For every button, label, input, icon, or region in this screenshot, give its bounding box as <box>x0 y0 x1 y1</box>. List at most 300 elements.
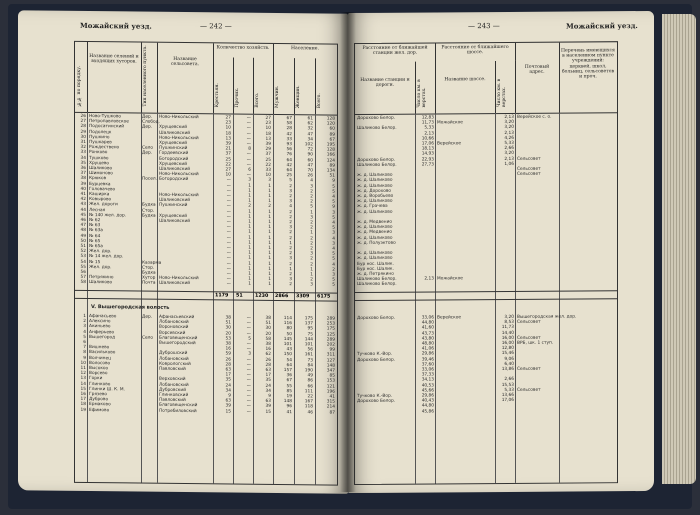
male-count: 101 <box>283 342 292 348</box>
male-count: 2 <box>289 282 292 288</box>
station-name: ж. д. Шаликово <box>357 198 393 205</box>
highway-name: Можайское <box>437 276 463 282</box>
settlement-type: Дер. <box>142 314 153 320</box>
selsovet-name: Шаликовский <box>159 197 191 204</box>
total-households: 27 <box>265 115 271 121</box>
selsovet-name: Ворсевский <box>159 330 186 336</box>
male-count: 67 <box>286 116 292 122</box>
female-count: 2 <box>310 194 313 200</box>
station-distance: 43,80 <box>421 336 434 342</box>
highway-distance: 12,80 <box>501 346 514 352</box>
settlement-name: Глинково <box>89 381 111 387</box>
other-households: 8 <box>248 146 251 152</box>
peasant-households: 9 <box>228 393 231 399</box>
selsovet-name: Хрущевский <box>159 213 187 219</box>
peasant-households: 23 <box>225 120 231 126</box>
row-number: 27 <box>80 119 86 125</box>
peasant-households: 22 <box>225 162 231 168</box>
female-count: 1 <box>310 267 313 273</box>
row-number: 56 <box>80 269 86 275</box>
highway-distance: 13,66 <box>501 392 514 398</box>
other-households: 1 <box>248 209 251 215</box>
selsovet-name <box>159 188 213 189</box>
notes <box>517 244 615 245</box>
total-households: 58 <box>265 336 271 342</box>
female-count: 111 <box>304 389 313 395</box>
male-count: 85 <box>286 388 292 394</box>
peasant-households: 34 <box>225 388 231 394</box>
other-households: 1 <box>248 183 251 189</box>
peasant-households: 18 <box>225 131 231 137</box>
other-households: — <box>246 157 251 163</box>
row-number: 4 <box>83 329 86 335</box>
peasant-households: — <box>226 183 231 189</box>
peasant-households: — <box>226 209 231 215</box>
other-households: — <box>246 320 251 326</box>
station-distance: 29,86 <box>421 351 434 357</box>
male-count: 3 <box>289 256 292 262</box>
male-count: 41 <box>286 409 292 415</box>
female-count: 118 <box>304 404 313 410</box>
total-households: 10 <box>265 173 271 179</box>
female-count: 3 <box>310 282 313 288</box>
col-header-station-km: Число км. в верстах. <box>415 61 436 113</box>
other-households: — <box>246 172 251 178</box>
total-population: 311 <box>326 352 335 358</box>
notes: Сельсовет <box>517 366 541 372</box>
notes <box>517 397 615 398</box>
peasant-households: — <box>226 219 231 225</box>
total-households: 38 <box>265 341 271 347</box>
settlement-name: Ковырово <box>89 197 112 203</box>
notes <box>517 239 615 240</box>
notes <box>517 392 615 393</box>
row-number: 55 <box>80 264 86 270</box>
station-distance: 17,06 <box>421 141 434 147</box>
col-header-population: Население. <box>291 46 319 52</box>
station-name: Дорохово Белор. <box>357 357 396 363</box>
row-number: 5 <box>83 334 86 340</box>
total-households: 1 <box>268 230 271 236</box>
highway-distance: 2,13 <box>504 156 514 162</box>
selsovet-name <box>159 229 213 230</box>
settlement-name: Грязево <box>89 392 108 398</box>
total-population: 3 <box>332 241 335 247</box>
notes <box>517 177 615 178</box>
total-population: 315 <box>326 399 335 405</box>
right-page <box>348 11 654 493</box>
total-households: 13 <box>265 136 271 142</box>
female-count: 2 <box>310 241 313 247</box>
total-households: 1 <box>268 261 271 267</box>
settlement-name: Тушково <box>89 155 109 161</box>
station-name: Дорохово Белор. <box>357 115 396 122</box>
row-number: 38 <box>80 176 86 182</box>
total-peasant: 1179 <box>215 293 229 299</box>
selsovet-name: Шаликовский <box>159 130 191 136</box>
station-distance: 40,43 <box>421 398 434 404</box>
total-households: 1 <box>268 193 271 199</box>
total-female: 3309 <box>296 294 310 300</box>
peasant-households: — <box>226 266 231 272</box>
female-count: 190 <box>304 368 313 374</box>
selsovet-name: Потребиловский <box>159 408 197 414</box>
settlement-name: Подолецк <box>89 129 112 135</box>
settlement-name: Вышегород <box>89 334 116 341</box>
total-households: 39 <box>265 404 271 410</box>
total-population: 196 <box>326 389 335 395</box>
selsovet-name <box>159 255 213 256</box>
station-distance: 43,73 <box>421 331 434 337</box>
left-totals-row <box>75 290 337 302</box>
station-distance: 40,53 <box>421 383 434 389</box>
male-count: 25 <box>286 173 292 179</box>
peasant-households: 10 <box>225 125 231 131</box>
selsovet-name: Лобановский <box>159 319 189 326</box>
notes <box>517 192 615 193</box>
total-households: 28 <box>265 362 271 368</box>
peasant-households: — <box>226 214 231 220</box>
total-households: 18 <box>265 131 271 137</box>
row-number: 35 <box>80 160 86 166</box>
male-count: 2 <box>289 194 292 200</box>
settlement-name: Лесная <box>89 207 106 213</box>
settlement-name: Ворсево <box>89 371 108 377</box>
other-households: — <box>246 372 251 378</box>
row-number: 12 <box>80 371 86 377</box>
total-households: 15 <box>265 409 271 415</box>
col-header-total-p: Всего. <box>317 93 322 109</box>
peasant-households: — <box>226 229 231 235</box>
other-households: 5 <box>248 336 251 342</box>
row-number: 39 <box>80 181 86 187</box>
right-totals-row <box>355 290 617 301</box>
col-header-type: Тип населенного пункта. <box>141 43 158 113</box>
selsovet-name: Ново-Никольский <box>159 171 199 178</box>
row-number: 47 <box>80 223 86 229</box>
total-population: 121 <box>326 384 335 390</box>
total-population: 5 <box>332 199 335 205</box>
peasant-households: 39 <box>225 403 231 409</box>
other-households: — <box>246 404 251 410</box>
peasant-households: 25 <box>225 157 231 163</box>
settlement-name: № 63 <box>89 223 101 229</box>
settlement-type: Дер. <box>142 150 153 157</box>
peasant-households: 51 <box>225 320 231 326</box>
male-count: 157 <box>283 368 292 374</box>
settlement-name: Шаликово <box>89 166 113 172</box>
total-population: 4 <box>332 220 335 226</box>
male-count: 28 <box>286 126 292 132</box>
male-count: 148 <box>283 399 292 405</box>
station-distance: 14,93 <box>421 151 434 157</box>
total-population: 289 <box>326 337 335 343</box>
other-households: — <box>246 326 251 332</box>
settlement-name: Васильково <box>89 350 116 356</box>
row-number: 40 <box>80 186 86 192</box>
row-number: 37 <box>80 171 86 177</box>
male-count: 2 <box>289 272 292 278</box>
highway-distance: 6,40 <box>504 361 514 367</box>
col-header-num: №№ по порядку. <box>75 42 88 112</box>
selsovet-name: Павловский <box>159 397 186 404</box>
row-number: 53 <box>80 254 86 260</box>
female-count: 70 <box>307 168 313 174</box>
other-households: — <box>246 409 251 415</box>
row-number: 42 <box>80 197 86 203</box>
row-number: 33 <box>80 150 86 156</box>
other-households: — <box>246 315 251 321</box>
col-header-selsovet: Название сельсовета. <box>157 43 214 114</box>
highway-distance: 1,06 <box>504 161 514 167</box>
station-name: Дорохово Белор. <box>357 157 396 163</box>
highway-distance: 2,66 <box>504 146 514 152</box>
other-households: 1 <box>248 219 251 225</box>
selsovet-name: Ново-Никольский <box>159 114 199 121</box>
notes <box>517 325 615 326</box>
row-number: 36 <box>80 165 86 171</box>
female-count: 102 <box>304 142 313 148</box>
female-count: 72 <box>307 147 313 153</box>
notes <box>517 130 615 131</box>
highway-distance: 16,00 <box>501 340 514 346</box>
total-households: 1230 <box>255 293 269 299</box>
selsovet-name <box>159 260 213 261</box>
highway-distance: 14,40 <box>501 330 514 336</box>
other-households: — <box>246 115 251 121</box>
female-count: 86 <box>307 378 313 384</box>
station-distance: 41,60 <box>421 325 434 331</box>
settlement-type: Село <box>142 145 154 151</box>
notes <box>517 218 615 219</box>
peasant-households: — <box>226 245 231 251</box>
total-population: 5 <box>332 251 335 257</box>
female-count: 144 <box>304 337 313 343</box>
settlement-name: Высокоо <box>89 366 109 372</box>
station-distance: 33,06 <box>421 315 434 321</box>
settlement-name: № 62 <box>89 218 101 224</box>
station-name: ж. д. Шаликово <box>357 172 393 179</box>
male-count: 42 <box>286 162 292 168</box>
total-population: 289 <box>326 316 335 322</box>
settlement-name <box>89 340 141 341</box>
highway-distance: 5,33 <box>504 387 514 393</box>
total-population: 5 <box>332 189 335 195</box>
notes <box>517 356 615 357</box>
settlement-name: Глинки Ш. К. М. <box>89 386 125 393</box>
male-count: 3 <box>289 225 292 231</box>
notes <box>517 351 615 352</box>
total-households: 16 <box>265 347 271 353</box>
total-population: 5 <box>332 277 335 283</box>
right-running-title: Можайский уезд. <box>566 21 638 31</box>
settlement-type: Стор. <box>142 265 155 271</box>
other-households: 1 <box>248 240 251 246</box>
male-count: 2 <box>289 251 292 257</box>
settlement-name: Пушкино <box>89 134 110 141</box>
notes: Сельсовет <box>517 171 541 178</box>
row-number: 11 <box>80 365 86 371</box>
settlement-name: Анферьево <box>89 329 115 335</box>
peasant-households: 38 <box>225 341 231 347</box>
row-number: 46 <box>80 217 86 223</box>
station-distance: 11,73 <box>421 120 434 126</box>
station-distance: 37,33 <box>421 372 434 378</box>
other-households: — <box>246 120 251 126</box>
highway-distance: 2,13 <box>504 130 514 136</box>
station-name: ж. д. Полуэктово <box>357 240 396 246</box>
total-households: 1 <box>268 256 271 262</box>
settlement-name: Акиньево <box>89 324 111 330</box>
female-count: 1 <box>310 209 313 215</box>
total-households: 1 <box>268 188 271 194</box>
selsovet-name <box>159 224 213 225</box>
selsovet-name: Дубровский <box>159 387 186 393</box>
other-households: — <box>246 393 251 399</box>
total-population: 4 <box>332 236 335 242</box>
male-count: 93 <box>286 142 292 148</box>
station-name: Дорохово Белор. <box>357 398 396 405</box>
total-households: 23 <box>265 121 271 127</box>
total-population: 153 <box>326 378 335 384</box>
notes <box>517 234 615 235</box>
other-households: 3 <box>248 178 251 184</box>
row-number: 58 <box>80 280 86 286</box>
highway-distance: 11,73 <box>501 325 514 331</box>
peasant-households: 27 <box>225 115 231 121</box>
male-count: 150 <box>283 352 292 358</box>
station-name: ж. д. Петрякино <box>357 271 394 278</box>
total-population: 4 <box>332 246 335 252</box>
notes: Сельсовет <box>517 319 541 326</box>
peasant-households: 59 <box>225 351 231 357</box>
female-count: 2 <box>310 235 313 241</box>
male-count: 4 <box>289 204 292 210</box>
settlement-name: Жел. дор. <box>89 264 112 271</box>
selsovet-name: Лобановский <box>159 382 189 388</box>
col-header-list: Перечень имеющихся в населенном пункте учреждений: церквей, школ, больниц, сельсоветов и проч. <box>561 48 615 80</box>
total-households: 10 <box>265 126 271 132</box>
notes <box>517 281 615 282</box>
selsovet-name: Глинковский <box>159 392 189 399</box>
table-row <box>355 281 617 288</box>
total-households: 29 <box>265 147 271 153</box>
female-count: 4 <box>310 178 313 184</box>
other-households: 1 <box>248 276 251 282</box>
row-number: 50 <box>80 238 86 244</box>
female-count: 60 <box>307 157 313 163</box>
other-households: — <box>246 388 251 394</box>
total-households: 1 <box>268 240 271 246</box>
total-population: 3 <box>332 272 335 278</box>
peasant-households: — <box>226 193 231 199</box>
selsovet-name: Шаликовский <box>159 166 191 173</box>
settlement-name: Рождествено <box>89 145 120 151</box>
other-households: 1 <box>248 188 251 194</box>
male-count: 42 <box>286 131 292 137</box>
peasant-households: 20 <box>225 331 231 337</box>
row-number: 28 <box>80 124 86 130</box>
other-households: 1 <box>248 235 251 241</box>
total-population: 9 <box>332 204 335 210</box>
peasant-households: 39 <box>225 141 231 147</box>
settlement-name: Крюков <box>89 176 107 182</box>
settlement-name: Шаликово <box>89 280 113 286</box>
settlement-name: Шимоново <box>89 171 113 177</box>
peasant-households: — <box>226 198 231 204</box>
peasant-households: — <box>226 224 231 230</box>
total-households: 22 <box>265 162 271 168</box>
selsovet-name <box>159 120 213 121</box>
row-number: 51 <box>80 243 86 249</box>
notes <box>517 125 615 126</box>
total-population: 51 <box>329 173 335 179</box>
station-name: ж. д. Шаликово <box>357 209 393 215</box>
selsovet-name: Коврологский <box>159 361 191 367</box>
male-count: 116 <box>283 321 292 327</box>
total-population: 87 <box>329 410 335 416</box>
notes: Верейское с. о. <box>517 114 552 120</box>
station-name: Шаликово Белор. <box>357 162 397 168</box>
total-population: 5 <box>332 256 335 262</box>
col-header-peasant: Крестьян. <box>213 57 234 113</box>
settlement-type: Будка <box>142 202 156 209</box>
row-number: 43 <box>80 202 86 208</box>
settlement-name <box>89 270 141 271</box>
female-count: 2 <box>310 277 313 283</box>
station-distance: 18,13 <box>421 146 434 152</box>
right-page-number: — 243 — <box>468 22 500 31</box>
settlement-name: Волчинец <box>89 355 112 361</box>
highway-distance: 5,33 <box>504 140 514 146</box>
male-count: 3 <box>289 188 292 194</box>
highway-name: Верейское <box>437 141 461 147</box>
col-header-station-name: Название станции и дороги. <box>355 62 416 114</box>
col-header-post: Почтовый адрес. <box>515 43 560 113</box>
selsovet-name <box>159 346 213 347</box>
total-population: 166 <box>326 152 335 158</box>
male-count: 50 <box>286 331 292 337</box>
total-population: 67 <box>329 137 335 143</box>
other-households: 2 <box>248 204 251 210</box>
row-number: 49 <box>80 233 86 239</box>
selsovet-name: Ново-Никольский <box>159 275 199 282</box>
station-name: ж. д. Шаликово <box>357 183 393 189</box>
row-number: 54 <box>80 259 86 265</box>
row-number: 26 <box>80 113 86 119</box>
male-count: 33 <box>286 136 292 142</box>
peasant-households: 16 <box>225 346 231 352</box>
female-count: 32 <box>307 126 313 132</box>
station-name: ж. д. Медвенио <box>357 230 393 236</box>
station-name: ж. д. Шаликово <box>357 256 393 262</box>
selsovet-name: Афанасьевский <box>159 314 195 321</box>
selsovet-name: Шаликовский <box>159 218 191 225</box>
female-count: 73 <box>307 357 313 363</box>
settlement-name: № 65а <box>89 244 103 250</box>
total-population: 89 <box>329 163 335 169</box>
row-number: 15 <box>80 386 86 392</box>
female-count: 5 <box>310 204 313 210</box>
highway-distance: 2,66 <box>504 377 514 383</box>
total-population: 4 <box>332 262 335 268</box>
other-households: 1 <box>248 256 251 262</box>
station-distance: 33,06 <box>421 367 434 373</box>
station-distance: 45,86 <box>421 409 434 415</box>
total-households: 1 <box>268 183 271 189</box>
male-count: 1 <box>289 240 292 246</box>
selsovet-name: Лобановский <box>159 356 189 362</box>
